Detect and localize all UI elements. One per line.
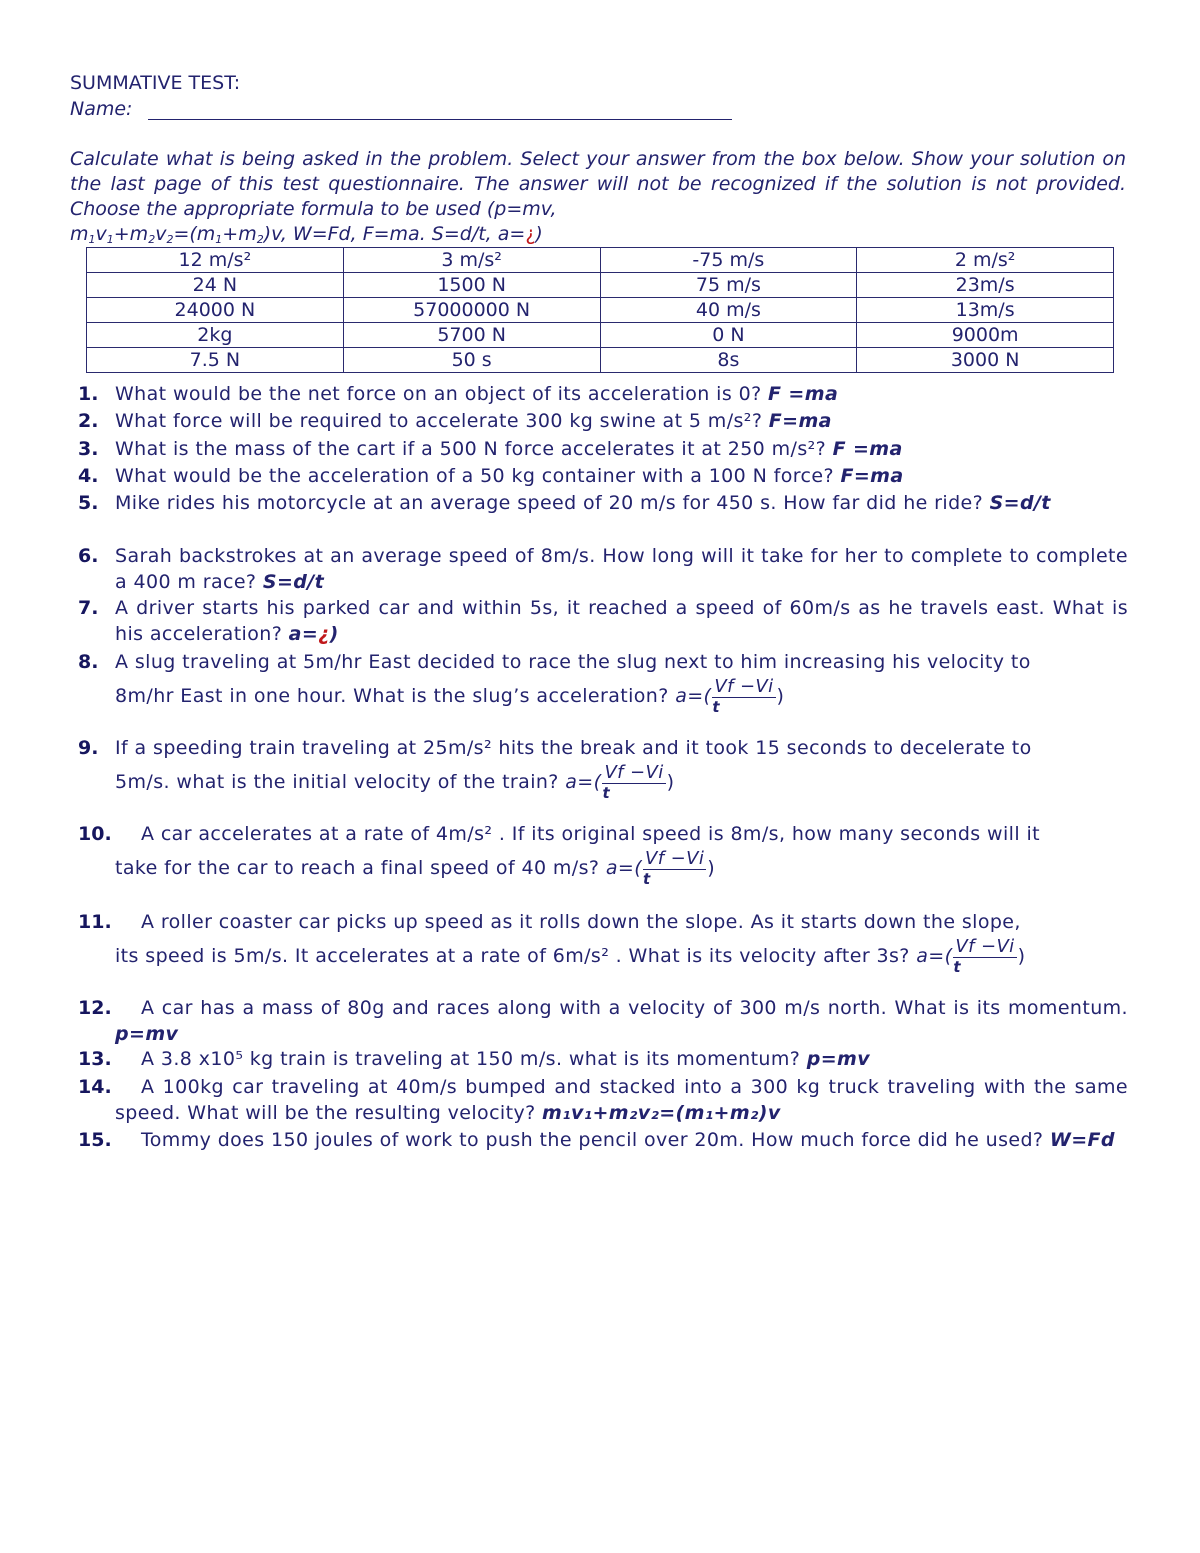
question-formula: F=ma bbox=[840, 465, 904, 487]
question-text: A 100kg car traveling at 40m/s bumped and stacked into a 300 kg truck traveling with the same speed. What will be the resulting velocity? bbox=[115, 1076, 1128, 1124]
instructions bbox=[70, 147, 1126, 247]
question-formula: S=d/t bbox=[989, 492, 1051, 514]
question-formula: F =ma bbox=[768, 383, 839, 405]
answer-row bbox=[87, 348, 1114, 373]
answer-cell: 8s bbox=[600, 348, 857, 373]
question-formula: a=¿) bbox=[288, 623, 339, 645]
answer-cell: 7.5 N bbox=[87, 348, 344, 373]
question-formula: a=( bbox=[916, 945, 953, 967]
formula-list-rest: , W=Fd, F=ma. S=d/t, a= bbox=[280, 223, 526, 245]
answer-cell: 3000 N bbox=[857, 348, 1114, 373]
question-text: Tommy does 150 joules of work to push the pencil over 20m. How much force did he used? bbox=[141, 1129, 1044, 1151]
question-text-cont: 8m/hr East in one hour. What is the slug’s acceleration? bbox=[115, 685, 669, 707]
answer-cell: 23m/s bbox=[857, 273, 1114, 298]
answer-row bbox=[87, 298, 1114, 323]
question-text-cont: its speed is 5m/s. It accelerates at a rate of 6m/s² . What is its velocity after 3s? bbox=[115, 945, 910, 967]
answer-cell: 50 s bbox=[343, 348, 600, 373]
question-text: A slug traveling at 5m/hr East decided to race the slug next to him increasing his velocity to bbox=[115, 651, 1031, 673]
velocity-fraction: $\frac{Vf -Vi}{t}$ bbox=[602, 762, 664, 802]
test-page: SUMMATIVE TEST: Name: Calculate what is being asked in the problem. Select your answer from the box below. Show your solution on the last page of this test questionnaire. The answer will not be recognized if the solution is not provided. Choose the appropriate formula to be used (p=mv, $m_1v_1+m_2v_2=(m_1+m_2)v$, W=Fd, F=ma. S=d/t, a=¿) 12 m/s² 3 m/s² -75 m/s 2 m/s² 24 N 1500 N 75 m/s 23m/s 24000 N 57000000 N 40 m/s 13m/s 2kg 5700 N 0 N 9000m 7.5 N 50 s 8s 3000 N 1. What would be the net force on an object of its acceleration is 0? F =ma 2. What force will be required to accelerate 300 kg swine at 5 m/s²? F=ma 3. What is the mass of the cart if a 500 N force accelerates it at 250 m/s²? F =ma 4. What would be the acceleration of a 50 kg container with a 100 N force? F=ma 5. Mike rides his motorcycle at an average speed of 20 m/s for 450 s. How far did he ride? S=d/t 6. Sarah backstrokes at an average speed of 8m/s. How long will it take for her to complete to complete a 400 m race? S=d/t 7. A driver starts his parked car and within 5s, it reached a speed of 60m/s as he travels east. What is his acceleration? a=¿) 8. A slug traveling at 5m/hr East decided to race the slug next to him increasing his velocity to 8m/hr East in one hour. What is the slug’s acceleration? a=( $\frac{Vf -Vi}{t}$ ) 9. If a speeding train traveling at 25m/s² hits the break and it took 15 seconds to decelerate to 5m/s. what is the initial velocity of the train? a=( $\frac{Vf -Vi}{t}$ ) 10. A car accelerates at a rate of 4m/s² . If its original speed is 8m/s, how many seconds will it take for the car to reach a final speed of 40 m/s? a=( $\frac{Vf -Vi}{t}$ ) 11. A roller coaster car picks up speed as it rolls down the slope. As it starts down the slope, its speed is 5m/s. It accelerates at a rate of 6m/s² . What is its velocity after 3s? a=( $\frac{Vf -Vi}{t}$ ) 12. A car has a mass of 80g and races along with a velocity of 300 m/s north. What is its momentum. p=mv 13. A 3.8 x10⁵ kg train is traveling at 150 m/s. what is its momentum? p=mv 14. A 100kg car traveling at 40m/s bumped and stacked into a 300 kg truck traveling with the same speed. What will be the resulting velocity? m₁v₁+m₂v₂=(m₁+m₂)v 15. Tommy does 150 joules of work to push the pencil over 20m. How much force did he used? W=Fd bbox=[70, 72, 1128, 1151]
instructions-text: Calculate what is being asked in the problem. Select your answer from the box below. Show your solution on the last page of this test questionnaire. The answer will not be recognized if the solution is not provided. Choose the appropriate formula to be used (p=mv, bbox=[70, 148, 1126, 220]
question-text: What force will be required to accelerate 300 kg swine at 5 m/s²? bbox=[115, 410, 763, 432]
answer-cell: 0 N bbox=[600, 323, 857, 348]
velocity-fraction: $\frac{Vf -Vi}{t}$ bbox=[643, 848, 705, 888]
question-text: What would be the net force on an object of its acceleration is 0? bbox=[115, 383, 762, 405]
answer-cell: 12 m/s² bbox=[87, 248, 344, 273]
question-number: 12. bbox=[78, 997, 112, 1019]
question-formula: p=mv bbox=[115, 1023, 179, 1045]
question-number: 11. bbox=[78, 911, 112, 933]
question-text: A car has a mass of 80g and races along with a velocity of 300 m/s north. What is its momentum. bbox=[141, 997, 1128, 1019]
question-number: 8. bbox=[78, 651, 99, 673]
question-formula: m₁v₁+m₂v₂=(m₁+m₂)v bbox=[542, 1102, 781, 1124]
question-number: 15. bbox=[78, 1129, 112, 1151]
answer-row bbox=[87, 273, 1114, 298]
answer-cell: 1500 N bbox=[343, 273, 600, 298]
answer-row bbox=[87, 248, 1114, 273]
question-text: What is the mass of the cart if a 500 N force accelerates it at 250 m/s²? bbox=[115, 438, 827, 460]
question-text: Mike rides his motorcycle at an average speed of 20 m/s for 450 s. How far did he ride? bbox=[115, 492, 984, 514]
question-text: A 3.8 x10⁵ kg train is traveling at 150 m/s. what is its momentum? bbox=[141, 1048, 801, 1070]
answer-cell: 24 N bbox=[87, 273, 344, 298]
answer-cell: 2kg bbox=[87, 323, 344, 348]
answer-cell: 57000000 N bbox=[343, 298, 600, 323]
question-text-cont: take for the car to reach a final speed of 40 m/s? bbox=[115, 857, 600, 879]
question-number: 10. bbox=[78, 823, 112, 845]
question-number: 5. bbox=[78, 492, 99, 514]
question-text: A roller coaster car picks up speed as it rolls down the slope. As it starts down the slope, bbox=[141, 911, 1021, 933]
answer-cell: 5700 N bbox=[343, 323, 600, 348]
answer-cell: 9000m bbox=[857, 323, 1114, 348]
question-formula: W=Fd bbox=[1049, 1129, 1115, 1151]
question-number: 3. bbox=[78, 438, 99, 460]
name-label: Name: bbox=[70, 98, 133, 120]
question-text: If a speeding train traveling at 25m/s² hits the break and it took 15 seconds to decelerate to bbox=[115, 737, 1032, 759]
formula-close: ) bbox=[535, 223, 543, 245]
question-number: 4. bbox=[78, 465, 99, 487]
question-number: 7. bbox=[78, 597, 99, 619]
question-number: 13. bbox=[78, 1048, 112, 1070]
question-number: 14. bbox=[78, 1076, 112, 1098]
question-text: Sarah backstrokes at an average speed of 8m/s. How long will it take for her to complete to complete a 400 m race? bbox=[115, 545, 1128, 593]
question-text: A driver starts his parked car and within 5s, it reached a speed of 60m/s as he travels east. What is his acceleration? bbox=[115, 597, 1128, 645]
name-blank-line bbox=[148, 119, 732, 120]
question-text: What would be the acceleration of a 50 kg container with a 100 N force? bbox=[115, 465, 834, 487]
question-text-cont: 5m/s. what is the initial velocity of the train? bbox=[115, 771, 559, 793]
answer-cell: 40 m/s bbox=[600, 298, 857, 323]
formula-list: $m_1v_1+m_2v_2=(m_1+m_2)v$, W=Fd, F=ma. S=d/t, a=¿) bbox=[70, 223, 543, 246]
answer-cell: 75 m/s bbox=[600, 273, 857, 298]
test-title: SUMMATIVE TEST: bbox=[70, 72, 241, 94]
formula-glyph: ¿ bbox=[525, 223, 536, 245]
question-formula: S=d/t bbox=[262, 571, 325, 593]
answer-choices-table bbox=[86, 247, 1114, 373]
answer-cell: 3 m/s² bbox=[343, 248, 600, 273]
answer-cell: 2 m/s² bbox=[857, 248, 1114, 273]
velocity-fraction: $\frac{Vf -Vi}{t}$ bbox=[953, 936, 1015, 976]
question-text: A car accelerates at a rate of 4m/s² . If its original speed is 8m/s, how many seconds will it bbox=[141, 823, 1040, 845]
question-number: 9. bbox=[78, 737, 99, 759]
answer-row bbox=[87, 323, 1114, 348]
question-formula: p=mv bbox=[806, 1048, 871, 1070]
answer-cell: 13m/s bbox=[857, 298, 1114, 323]
question-formula: F =ma bbox=[832, 438, 903, 460]
velocity-fraction: $\frac{Vf -Vi}{t}$ bbox=[712, 676, 774, 716]
question-formula: F=ma bbox=[768, 410, 832, 432]
question-formula: a=( bbox=[605, 857, 643, 879]
answer-cell: -75 m/s bbox=[600, 248, 857, 273]
question-number: 1. bbox=[78, 383, 99, 405]
question-number: 2. bbox=[78, 410, 99, 432]
name-row bbox=[70, 98, 132, 120]
question-number: 6. bbox=[78, 545, 99, 567]
answer-cell: 24000 N bbox=[87, 298, 344, 323]
question-formula: a=( bbox=[675, 685, 712, 707]
question-formula: a=( bbox=[565, 771, 602, 793]
